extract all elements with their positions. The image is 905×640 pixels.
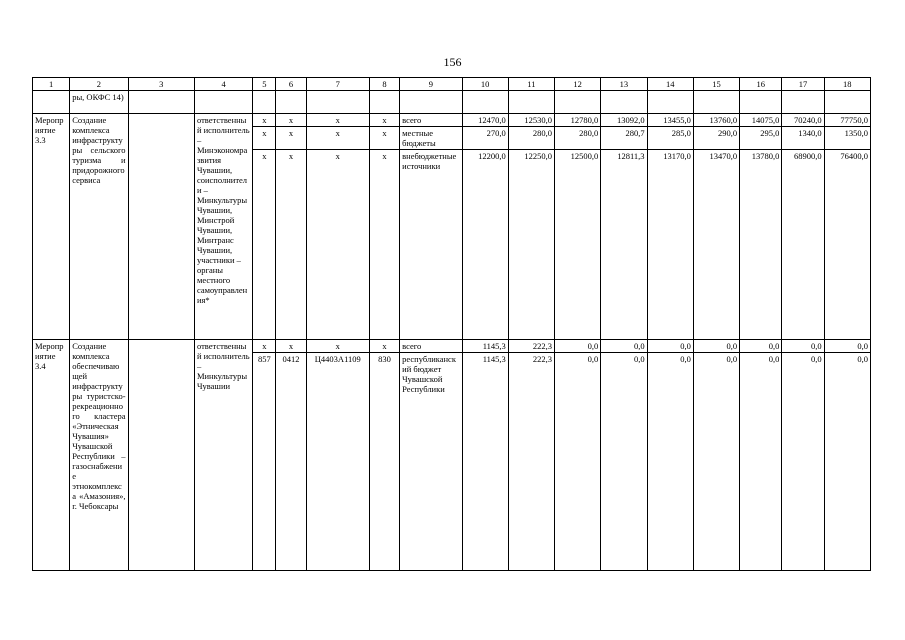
table-cell: 290,0 [693, 127, 739, 150]
table-cell: x [369, 114, 399, 127]
table-cell: 295,0 [740, 127, 782, 150]
funding-source: республиканский бюджет Чувашской Республики [400, 353, 462, 571]
table-cell: 13780,0 [740, 150, 782, 340]
table-cell: 12780,0 [555, 114, 601, 127]
col-header: 1 [33, 78, 70, 91]
table-row [33, 340, 871, 353]
measure-executors: ответственный исполнитель – Минкультуры Чувашии [194, 340, 252, 571]
table-cell: 12200,0 [462, 150, 508, 340]
table-cell: x [253, 150, 276, 340]
table-cell: x [306, 340, 369, 353]
table-cell: 13470,0 [693, 150, 739, 340]
table-row [33, 114, 871, 127]
table-cell: 280,0 [508, 127, 554, 150]
col-header: 16 [740, 78, 782, 91]
table-cell: x [253, 340, 276, 353]
col-header: 11 [508, 78, 554, 91]
col-header: 17 [782, 78, 824, 91]
table-cell: x [276, 340, 306, 353]
table-cell: x [369, 127, 399, 150]
table-cell: x [369, 150, 399, 340]
measure-label: Мероприятие 3.3 [33, 114, 70, 340]
table-cell: 222,3 [508, 340, 554, 353]
table-cell: 285,0 [647, 127, 693, 150]
table-cell: 830 [369, 353, 399, 571]
col-header: 3 [128, 78, 194, 91]
table-cell: x [306, 150, 369, 340]
funding-source: внебюджетные источники [400, 150, 462, 340]
measure-executors: ответственный исполнитель – Минэкономразвития Чувашии, соисполнители – Минкультуры Чувашии, Минстрой Чувашии, Минтранс Чувашии, участники – органы местного самоуправления* [194, 114, 252, 340]
col-header: 18 [824, 78, 870, 91]
col-header: 14 [647, 78, 693, 91]
funding-source: всего [400, 340, 462, 353]
table-cell: 13455,0 [647, 114, 693, 127]
table-cell: 270,0 [462, 127, 508, 150]
table-cell: 76400,0 [824, 150, 870, 340]
table-cell: 77750,0 [824, 114, 870, 127]
table-cell: 12530,0 [508, 114, 554, 127]
table-cell: 12500,0 [555, 150, 601, 340]
funding-source: местные бюджеты [400, 127, 462, 150]
col-header: 8 [369, 78, 399, 91]
table-cell: x [276, 114, 306, 127]
table-cell: 14075,0 [740, 114, 782, 127]
continuation-text: ры, ОКФС 14) [70, 91, 128, 114]
table-cell: 0,0 [555, 353, 601, 571]
table-cell: 13170,0 [647, 150, 693, 340]
measure-name: Создание комплекса инфраструктуры сельского туризма и придорожного сервиса [70, 114, 128, 340]
table-cell: 0,0 [693, 340, 739, 353]
col-header: 4 [194, 78, 252, 91]
table-cell: 13092,0 [601, 114, 647, 127]
table-cell: x [369, 340, 399, 353]
col-header: 10 [462, 78, 508, 91]
table-cell: 12250,0 [508, 150, 554, 340]
table-cell: 13760,0 [693, 114, 739, 127]
table-cell: x [276, 127, 306, 150]
table-cell: 0,0 [824, 340, 870, 353]
table-cell: 1340,0 [782, 127, 824, 150]
col-header: 6 [276, 78, 306, 91]
table-cell: 222,3 [508, 353, 554, 571]
table-cell: 0,0 [647, 340, 693, 353]
col-header: 15 [693, 78, 739, 91]
table-cell: 12470,0 [462, 114, 508, 127]
table-cell: 0412 [276, 353, 306, 571]
funding-source: всего [400, 114, 462, 127]
col-header: 2 [70, 78, 128, 91]
table-cell: x [253, 114, 276, 127]
table-cell: x [306, 114, 369, 127]
table-cell: 0,0 [824, 353, 870, 571]
table-cell: 0,0 [782, 353, 824, 571]
col-header: 7 [306, 78, 369, 91]
table-cell: 0,0 [740, 353, 782, 571]
program-table [32, 77, 871, 571]
table-cell: 0,0 [555, 340, 601, 353]
table-cell: 857 [253, 353, 276, 571]
table-cell: 0,0 [740, 340, 782, 353]
col-header: 5 [253, 78, 276, 91]
table-cell: x [276, 150, 306, 340]
table-cell: 0,0 [601, 353, 647, 571]
continuation-row [33, 91, 871, 114]
table-cell: x [253, 127, 276, 150]
table-cell: 70240,0 [782, 114, 824, 127]
measure-label: Мероприятие 3.4 [33, 340, 70, 571]
table-cell: x [306, 127, 369, 150]
table-cell: 0,0 [601, 340, 647, 353]
measure-name: Создание комплекса обеспечивающей инфраструктуры туристско-рекреационного кластера «Этническая Чувашия» Чувашской Республики – газоснабжение этнокомплекса «Амазония», г. Чебоксары [70, 340, 128, 571]
table-cell: 280,7 [601, 127, 647, 150]
table-cell: 0,0 [782, 340, 824, 353]
table-cell: 0,0 [693, 353, 739, 571]
table-cell: Ц4403А1109 [306, 353, 369, 571]
table-cell: 12811,3 [601, 150, 647, 340]
table-cell: 1350,0 [824, 127, 870, 150]
col-header: 12 [555, 78, 601, 91]
header-row [33, 78, 871, 91]
col-header: 13 [601, 78, 647, 91]
col-header: 9 [400, 78, 462, 91]
table-cell: 0,0 [647, 353, 693, 571]
table-cell: 68900,0 [782, 150, 824, 340]
page-number: 156 [443, 55, 462, 69]
table-cell: 280,0 [555, 127, 601, 150]
table-cell: 1145,3 [462, 353, 508, 571]
table-cell: 1145,3 [462, 340, 508, 353]
